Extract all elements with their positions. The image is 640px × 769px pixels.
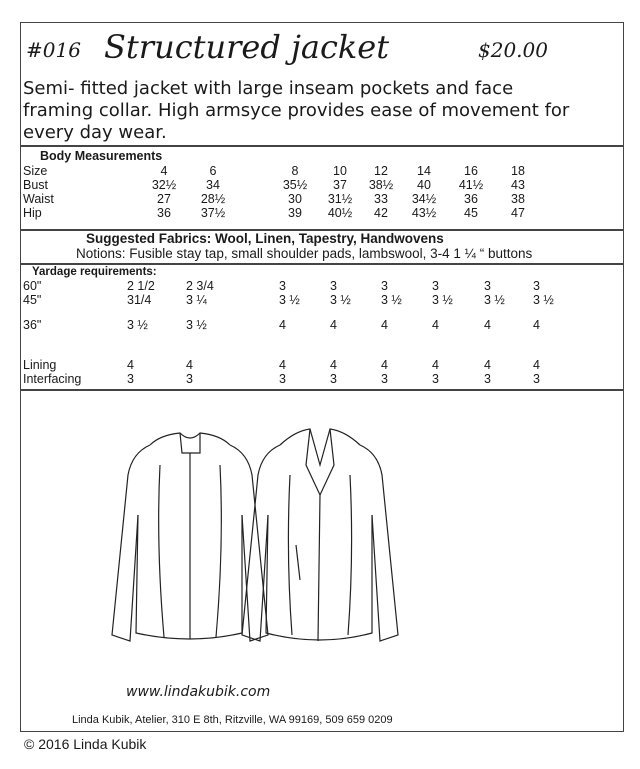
address: Linda Kubik, Atelier, 310 E 8th, Ritzville, WA 99169, 509 659 0209 (72, 714, 393, 726)
yardage-cell: 4 (484, 318, 491, 332)
measurement-cell: 32½ (151, 178, 177, 192)
description-line: every day wear. (23, 122, 167, 143)
row-label: 60" (23, 279, 42, 293)
pattern-description (23, 78, 569, 144)
measurement-cell: 31½ (327, 192, 353, 206)
measurement-cell: 42 (374, 206, 388, 220)
measurement-cell: 16 (464, 164, 478, 178)
row-label: 45" (23, 293, 42, 307)
measurement-cell: 12 (374, 164, 388, 178)
measurement-cell: 47 (511, 206, 525, 220)
measurement-cell: 43½ (411, 206, 437, 220)
yardage-cell: 3 (484, 279, 491, 293)
measurement-cell: 4 (160, 164, 168, 178)
measurement-cell: 39 (288, 206, 302, 220)
divider (20, 263, 624, 265)
description-line: Semi- fitted jacket with large inseam pockets and face (23, 78, 514, 99)
yardage-cell: 3 (533, 279, 540, 293)
body-measurements-heading: Body Measurements (40, 149, 163, 163)
yardage-cell: 3 (127, 372, 134, 386)
pattern-number: #016 (26, 38, 81, 62)
yardage-cell: 3 (432, 279, 439, 293)
yardage-cell: 3 ½ (432, 293, 453, 307)
copyright: © 2016 Linda Kubik (24, 736, 147, 752)
yardage-cell: 3 (330, 372, 337, 386)
measurement-cell: 38 (511, 192, 525, 206)
measurement-cell: 18 (511, 164, 525, 178)
measurement-cell: 37½ (200, 206, 226, 220)
yardage-cell: 3 ½ (279, 293, 300, 307)
measurement-cell: 38½ (368, 178, 394, 192)
yardage-cell: 3 (533, 372, 540, 386)
measurement-cell: 14 (417, 164, 431, 178)
website-link[interactable]: www.lindakubik.com (126, 684, 271, 700)
measurement-cell: 41½ (458, 178, 484, 192)
measurement-cell: 10 (333, 164, 347, 178)
row-label: Interfacing (23, 372, 82, 386)
yardage-cell: 2 1/2 (127, 279, 155, 293)
yardage-cell: 3 ½ (381, 293, 402, 307)
yardage-cell: 3 (484, 372, 491, 386)
yardage-cell: 4 (127, 358, 134, 372)
yardage-heading: Yardage requirements: (32, 266, 157, 278)
yardage-cell: 4 (432, 358, 439, 372)
yardage-cell: 2 3/4 (186, 279, 214, 293)
measurement-cell: 33 (374, 192, 388, 206)
description-line: framing collar. High armsyce provides ease of movement for (23, 100, 570, 121)
yardage-cell: 4 (432, 318, 439, 332)
yardage-cell: 3 ½ (533, 293, 554, 307)
yardage-cell: 4 (330, 358, 337, 372)
yardage-cell: 4 (381, 318, 388, 332)
yardage-cell: 3 ¼ (186, 293, 207, 307)
row-label: Waist (23, 192, 54, 206)
suggested-fabrics: Suggested Fabrics: Wool, Linen, Tapestry, Handwovens (86, 231, 444, 246)
measurement-cell: 27 (157, 192, 171, 206)
pattern-title: Structured jacket (104, 28, 390, 66)
measurement-cell: 6 (209, 164, 217, 178)
pattern-price: $20.00 (478, 38, 548, 62)
measurement-cell: 30 (288, 192, 302, 206)
divider (20, 389, 624, 391)
measurement-cell: 43 (511, 178, 525, 192)
measurement-cell: 36 (157, 206, 171, 220)
yardage-cell: 4 (279, 358, 286, 372)
measurement-cell: 8 (291, 164, 299, 178)
yardage-cell: 4 (484, 358, 491, 372)
yardage-cell: 3 ½ (484, 293, 505, 307)
yardage-cell: 31/4 (127, 293, 152, 307)
measurement-cell: 34 (206, 178, 220, 192)
jacket-sketch (90, 405, 410, 665)
yardage-cell: 3 (330, 279, 337, 293)
yardage-cell: 3 ½ (186, 318, 207, 332)
yardage-cell: 3 ½ (127, 318, 148, 332)
measurement-cell: 37 (333, 178, 347, 192)
measurement-cell: 40½ (327, 206, 353, 220)
yardage-cell: 3 (186, 372, 193, 386)
divider (20, 145, 624, 147)
notions: Notions: Fusible stay tap, small shoulder pads, lambswool, 3-4 1 ¼ “ buttons (76, 246, 533, 261)
row-label: Hip (23, 206, 42, 220)
yardage-cell: 4 (533, 318, 540, 332)
yardage-cell: 4 (330, 318, 337, 332)
measurement-cell: 40 (417, 178, 431, 192)
measurement-cell: 36 (464, 192, 478, 206)
yardage-cell: 3 (279, 279, 286, 293)
yardage-cell: 3 (432, 372, 439, 386)
yardage-cell: 4 (279, 318, 286, 332)
row-label: Bust (23, 178, 49, 192)
measurement-cell: 35½ (282, 178, 308, 192)
yardage-cell: 4 (533, 358, 540, 372)
yardage-cell: 4 (381, 358, 388, 372)
yardage-cell: 3 (279, 372, 286, 386)
yardage-cell: 4 (186, 358, 193, 372)
measurement-cell: 34½ (411, 192, 437, 206)
measurement-cell: 28½ (200, 192, 226, 206)
measurement-cell: 45 (464, 206, 478, 220)
row-label: Lining (23, 358, 57, 372)
row-label: Size (23, 164, 48, 178)
yardage-cell: 3 (381, 372, 388, 386)
yardage-cell: 3 ½ (330, 293, 351, 307)
yardage-cell: 3 (381, 279, 388, 293)
row-label: 36" (23, 318, 42, 332)
